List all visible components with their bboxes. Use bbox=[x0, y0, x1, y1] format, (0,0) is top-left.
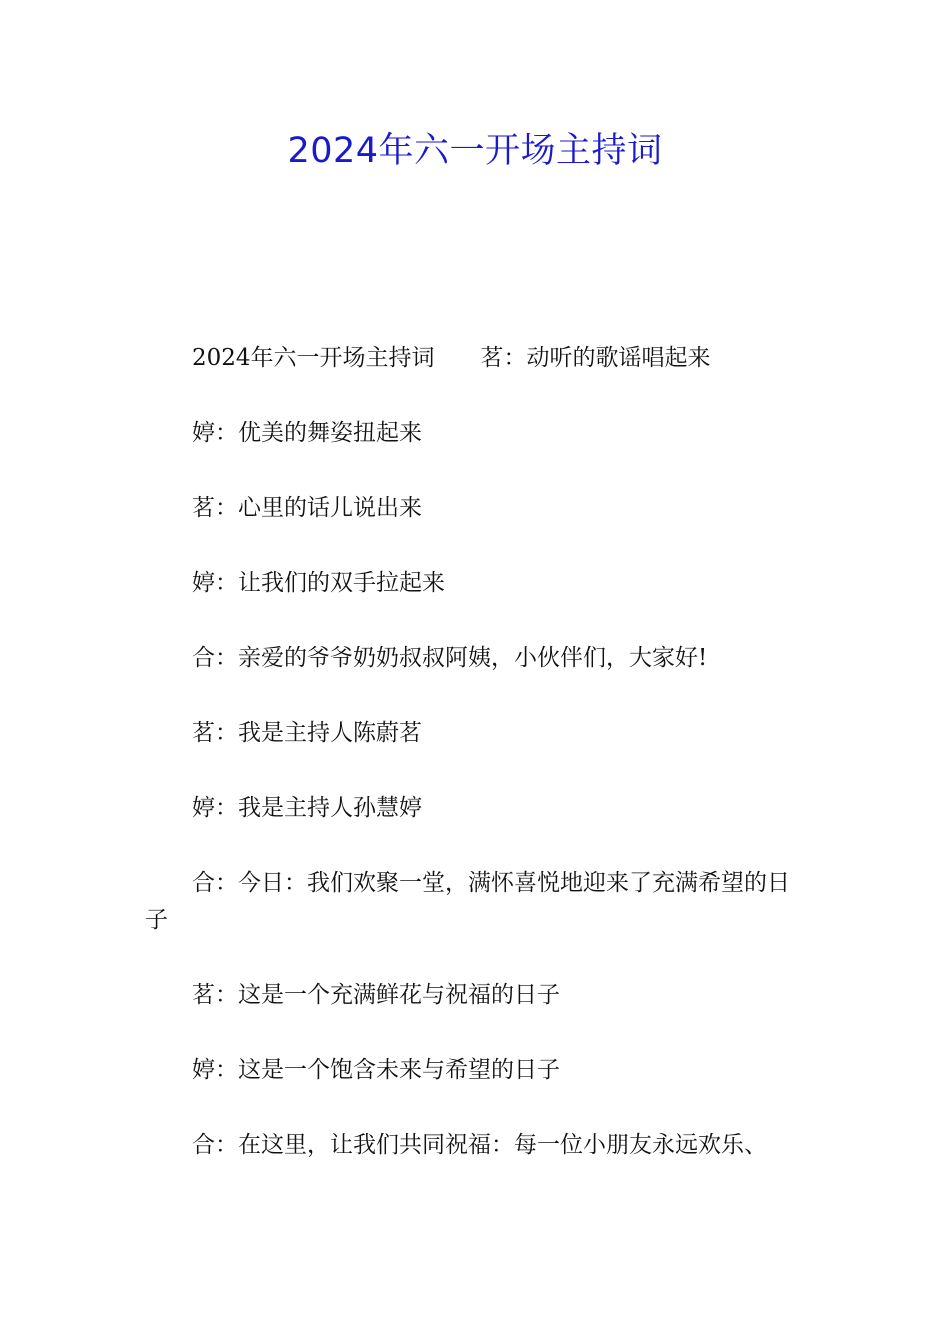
paragraph: 婷：优美的舞姿扭起来 bbox=[192, 420, 422, 446]
paragraph: 合：今日：我们欢聚一堂，满怀喜悦地迎来了充满希望的日子 bbox=[145, 870, 790, 933]
paragraph: 婷：让我们的双手拉起来 bbox=[192, 570, 445, 596]
paragraph: 合：在这里，让我们共同祝福：每一位小朋友永远欢乐、 bbox=[192, 1132, 767, 1158]
document-body bbox=[145, 340, 807, 1202]
document-title: 2024年六一开场主持词 bbox=[287, 131, 663, 171]
paragraph: 茗：我是主持人陈蔚茗 bbox=[192, 720, 422, 746]
paragraph: 婷：这是一个饱含未来与希望的日子 bbox=[192, 1057, 560, 1083]
paragraph: 婷：我是主持人孙慧婷 bbox=[192, 795, 422, 821]
paragraph: 茗：心里的话儿说出来 bbox=[192, 495, 422, 521]
paragraph: 茗：这是一个充满鲜花与祝福的日子 bbox=[192, 982, 560, 1008]
paragraph: 2024年六一开场主持词 茗：动听的歌谣唱起来 bbox=[192, 345, 711, 371]
paragraph: 合：亲爱的爷爷奶奶叔叔阿姨，小伙伴们，大家好! bbox=[192, 645, 708, 671]
